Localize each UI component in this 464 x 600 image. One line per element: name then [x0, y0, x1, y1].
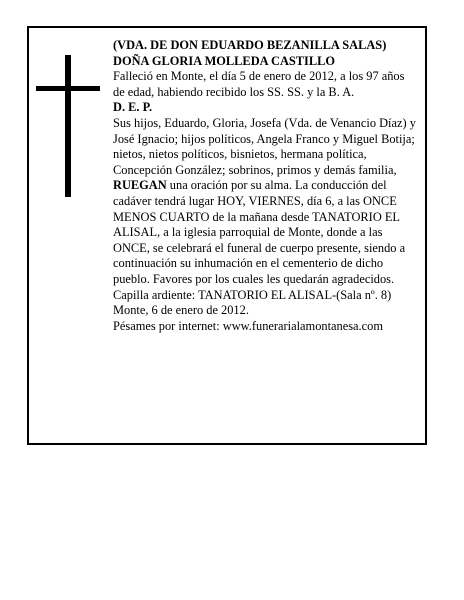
deceased-name: DOÑA GLORIA MOLLEDA CASTILLO [113, 53, 336, 68]
request-word: RUEGAN [113, 178, 167, 193]
cross-horizontal-bar [36, 86, 100, 91]
notice-text [113, 38, 418, 334]
family-list: Sus hijos, Eduardo, Gloria, Josefa (Vda. de Venancio Díaz) y José Ignacio; hijos políticos, Angela Franco y Miguel Botija; nietos, nietos políticos, bisnietos, hermana política, Concepción González; sobrinos, primos y demás familia, [113, 115, 416, 177]
cross-icon [36, 55, 100, 197]
request-paragraph [113, 178, 418, 303]
condolences-line: Pésames por internet: www.funerarialamontanesa.com [113, 318, 383, 333]
widow-of-line: (VDA. DE DON EDUARDO BEZANILLA SALAS) [113, 38, 387, 52]
death-info: Falleció en Monte, el día 5 de enero de 2012, a los 97 años de edad, habiendo recibido los SS. SS. y la B. A. [113, 69, 405, 99]
rip-line: D. E. P. [113, 100, 153, 115]
request-text: una oración por su alma. La conducción del cadáver tendrá lugar HOY, VIERNES, día 6, a las ONCE MENOS CUARTO de la mañana desde TANATORIO EL ALISAL, a la iglesia parroquial de Monte, donde a las ONCE, se celebrará el funeral de cuerpo presente, siendo a continuación su inhumación en el cementerio de dicho pueblo. Favores por los cuales les quedarán agradecidos. Capilla ardiente: TANATORIO EL ALISAL-(Sala nº. 8) [113, 178, 406, 302]
place-date: Monte, 6 de enero de 2012. [113, 303, 249, 318]
cross-vertical-bar [65, 55, 71, 197]
